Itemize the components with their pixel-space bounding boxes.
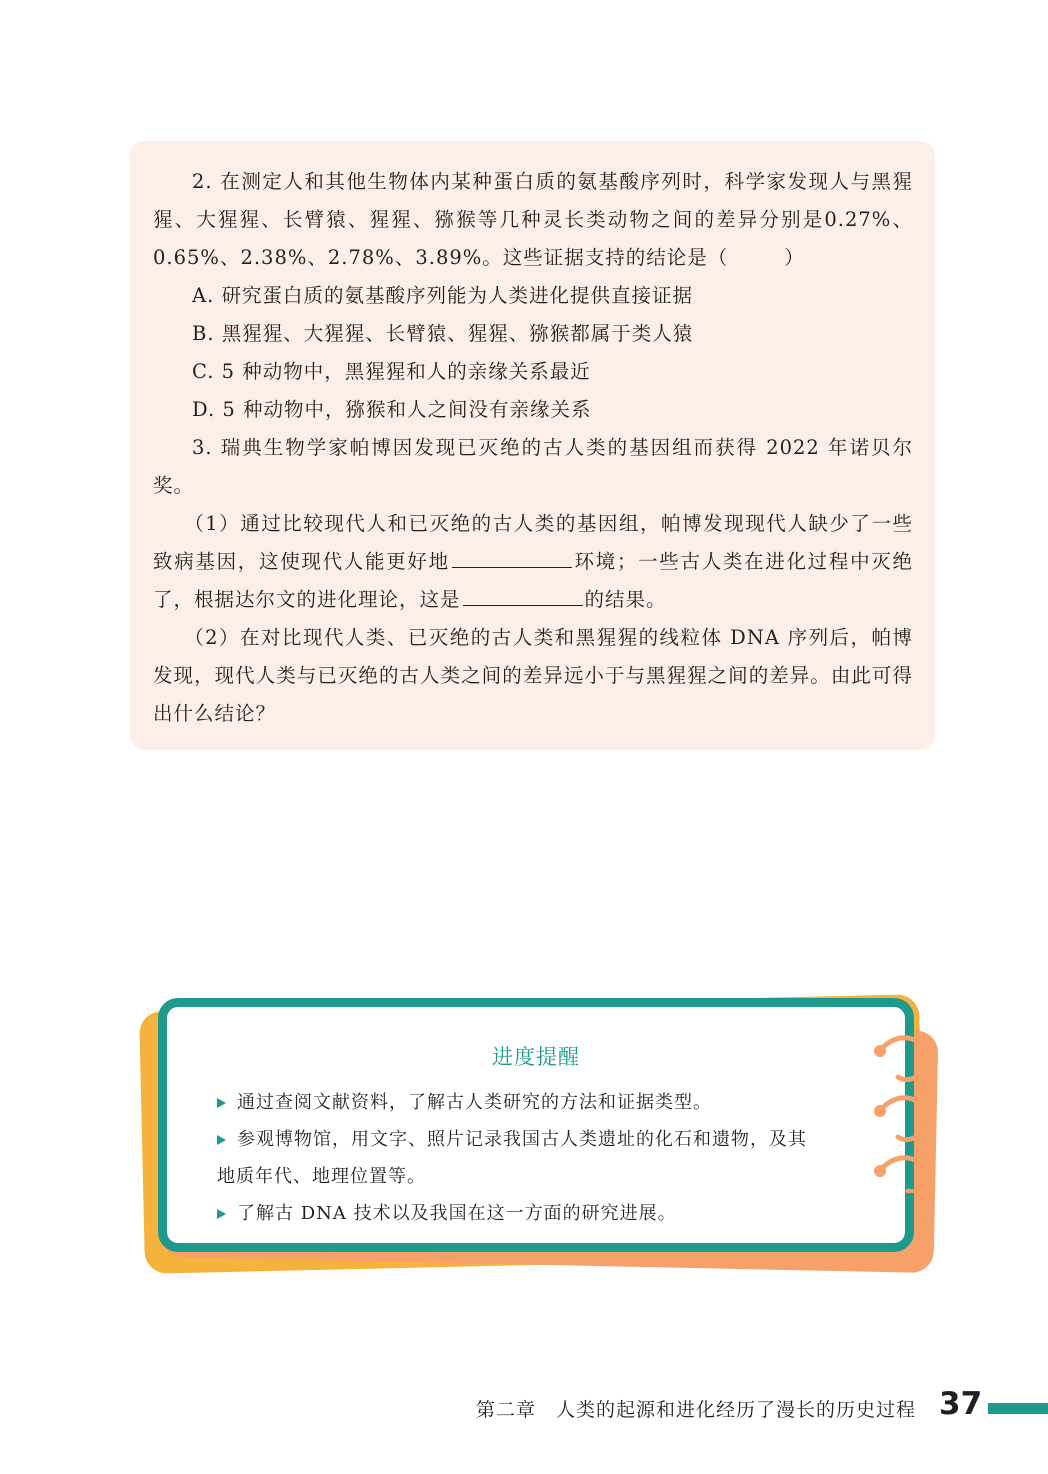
exercise-box [130,141,935,750]
triangle-bullet-icon [217,1135,226,1145]
reminder-item: 通过查阅文献资料，了解古人类研究的方法和证据类型。 [217,1084,897,1121]
reminder-item: 参观博物馆，用文字、照片记录我国古人类遗址的化石和遗物，及其 [217,1121,897,1158]
reminder-title: 进度提醒 [492,1045,580,1069]
question-2-option-d: D. 5 种动物中，猕猴和人之间没有亲缘关系 [192,398,592,421]
question-2-option-b: B. 黑猩猩、大猩猩、长臂猿、猩猩、猕猴都属于类人猿 [192,322,694,345]
progress-reminder-card [138,985,948,1275]
question-2-option-a: A. 研究蛋白质的氨基酸序列能为人类进化提供直接证据 [192,284,693,307]
reminder-item-continued: 地质年代、地理位置等。 [217,1166,426,1187]
triangle-bullet-icon [217,1209,226,1219]
footer-accent-bar [988,1403,1048,1414]
card-front [158,998,914,1252]
question-3-part-2: （2）在对比现代人类、已灭绝的古人类和黑猩猩的线粒体 DNA 序列后，帕博发现，现代人类与已灭绝的古人类之间的差异远小于与黑猩猩之间的差异。由此可得出什么结论？ [153,626,913,725]
binder-ring-icon [868,1033,938,1193]
reminder-list [217,1084,897,1232]
chapter-title: 第二章 人类的起源和进化经历了漫长的历史过程 [475,1399,916,1421]
question-2-option-c: C. 5 种动物中，黑猩猩和人的亲缘关系最近 [192,360,591,383]
answer-blank-1[interactable] [452,545,572,568]
question-2-stem: 2. 在测定人和其他生物体内某种蛋白质的氨基酸序列时，科学家发现人与黑猩猩、大猩猩、长臂猿、猩猩、猕猴等几种灵长类动物之间的差异分别是0.27%、0.65%、2.38%、2.78%、3.89%。这些证据支持的结论是（ ） [153,170,913,269]
reminder-item: 了解古 DNA 技术以及我国在这一方面的研究进展。 [217,1195,897,1232]
question-3-part-1: （1）通过比较现代人和已灭绝的古人类的基因组，帕博发现现代人缺少了一些致病基因，这使现代人能更好地 环境；一些古人类在进化过程中灭绝了，根据达尔文的进化理论，这是 的结果。 [153,512,913,611]
question-3-stem: 3. 瑞典生物学家帕博因发现已灭绝的古人类的基因组而获得 2022 年诺贝尔奖。 [153,436,913,497]
page-number: 37 [939,1386,983,1422]
answer-blank-2[interactable] [463,583,583,606]
triangle-bullet-icon [217,1098,226,1108]
